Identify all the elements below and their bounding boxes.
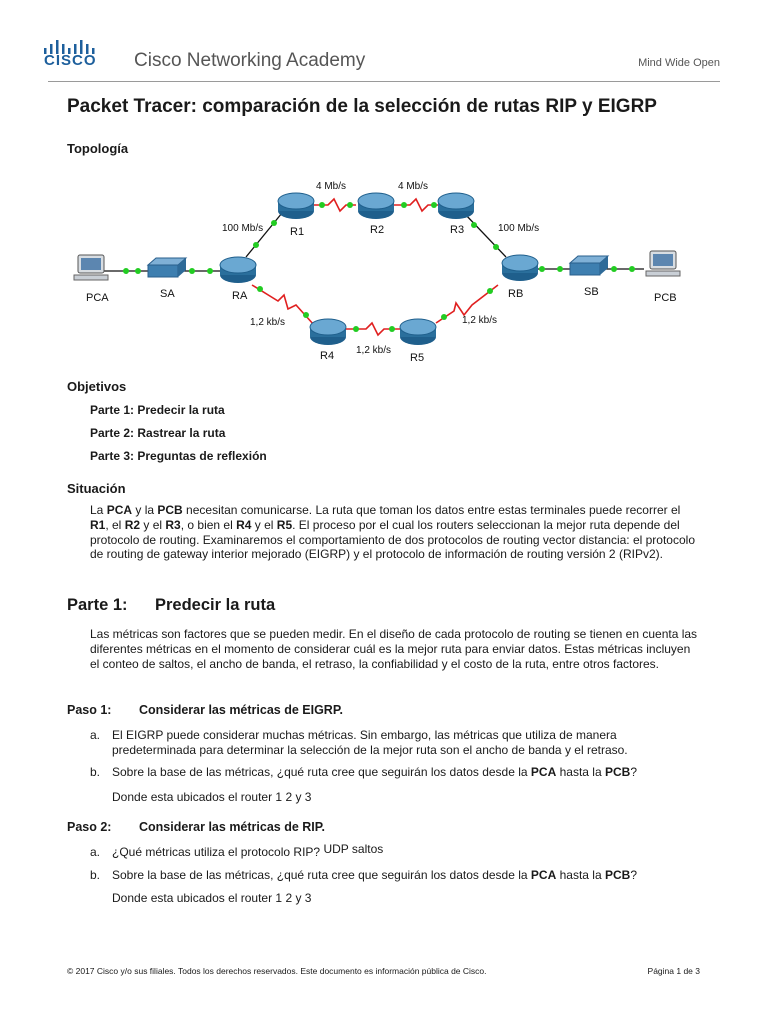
header-divider — [48, 81, 720, 82]
part1-heading: Parte 1: Predecir la ruta — [67, 596, 276, 614]
step1-item-b: b. Sobre la base de las métricas, ¿qué ruta cree que seguirán los datos desde la PCA hasta la PCB? — [90, 765, 637, 779]
step1-answer-field[interactable]: Donde esta ubicados el router 1 2 y 3 — [112, 790, 312, 804]
academy-name: Cisco Networking Academy — [134, 50, 366, 71]
rb-router-icon — [502, 255, 538, 281]
topology-heading: Topología — [67, 141, 129, 156]
document-title: Packet Tracer: comparación de la selección de rutas RIP y EIGRP — [67, 96, 657, 117]
label-r3: R3 — [450, 224, 465, 236]
pca-computer-icon — [74, 255, 108, 280]
objective-item: Parte 3: Preguntas de reflexión — [90, 449, 267, 463]
label-link-r2-r3: 4 Mb/s — [398, 181, 429, 192]
label-pca: PCA — [86, 292, 109, 304]
part1-intro: Las métricas son factores que se pueden medir. En el diseño de cada protocolo de routing se tienen en cuenta las diferentes métricas en el momento de considerar cuál es la mejor ruta para enviar datos. Estas métricas incluyen el conteo de saltos, el ancho de banda, el retraso, la confiabilidad y el costo de la ruta, entre otros factores. — [90, 627, 698, 671]
page-header — [0, 0, 768, 82]
situation-heading: Situación — [67, 481, 126, 496]
label-link-r1-r2: 4 Mb/s — [316, 181, 347, 192]
step2-item-a: a. ¿Qué métricas utiliza el protocolo RIP? UDP saltos — [90, 842, 384, 859]
r2-router-icon — [358, 193, 394, 219]
label-link-r3-rb: 100 Mb/s — [498, 223, 540, 234]
sa-switch-icon — [148, 258, 186, 277]
r4-router-icon — [310, 319, 346, 345]
label-r2: R2 — [370, 224, 385, 236]
footer-copyright: © 2017 Cisco y/o sus filiales. Todos los derechos reservados. Este documento es información pública de Cisco. — [67, 966, 487, 976]
topology-diagram — [60, 165, 720, 380]
tagline: Mind Wide Open — [638, 57, 720, 69]
step1-heading: Paso 1: Considerar las métricas de EIGRP. — [67, 703, 344, 717]
label-link-r4-r5: 1,2 kb/s — [356, 345, 392, 356]
situation-paragraph: La PCA y la PCB necesitan comunicarse. La ruta que toman los datos entre estas terminales puede recorrer el R1, el R2 y el R3, o bien el R4 y el R5. El proceso por el cual los routers seleccionan la mejor ruta depende del protocolo de routing. Examinaremos el comportamiento de dos protocolos de routing vector distancia: el protocolo de routing de gateway interior mejorado (EIGRP) y el protocolo de información de routing versión 2 (RIPv2). — [90, 503, 695, 562]
step2-a-answer-field[interactable]: UDP saltos — [323, 842, 384, 856]
label-r4: R4 — [320, 350, 335, 362]
label-ra: RA — [232, 290, 248, 302]
label-sa: SA — [160, 288, 175, 300]
objective-item: Parte 1: Predecir la ruta — [90, 403, 225, 417]
objectives-heading: Objetivos — [67, 379, 127, 394]
r1-router-icon — [278, 193, 314, 219]
label-link-ra-r4: 1,2 kb/s — [250, 317, 286, 328]
label-r5: R5 — [410, 352, 425, 364]
label-pcb: PCB — [654, 292, 677, 304]
label-link-ra-r1: 100 Mb/s — [222, 223, 264, 234]
footer-page-number: Página 1 de 3 — [647, 966, 700, 976]
r5-router-icon — [400, 319, 436, 345]
r3-router-icon — [438, 193, 474, 219]
step2-answer-field[interactable]: Donde esta ubicados el router 1 2 y 3 — [112, 891, 312, 905]
step1-item-a: a. El EIGRP puede considerar muchas métricas. Sin embargo, las métricas que utiliza de manera predeterminada para determinar la selección de la mejor ruta son el ancho de banda y el retraso. — [90, 728, 628, 757]
step2-heading: Paso 2: Considerar las métricas de RIP. — [67, 820, 325, 834]
label-link-r5-rb: 1,2 kb/s — [462, 315, 498, 326]
link-r3-rb — [464, 213, 506, 257]
link-ra-r1 — [246, 213, 282, 257]
step2-item-b: b. Sobre la base de las métricas, ¿qué ruta cree que seguirán los datos desde la PCA hasta la PCB? — [90, 868, 637, 882]
sb-switch-icon — [570, 256, 608, 275]
label-r1: R1 — [290, 226, 305, 238]
ra-router-icon — [220, 257, 256, 283]
objective-item: Parte 2: Rastrear la ruta — [90, 426, 226, 440]
cisco-wordmark: CISCO — [44, 52, 97, 69]
label-sb: SB — [584, 286, 599, 298]
label-rb: RB — [508, 288, 524, 300]
pcb-computer-icon — [646, 251, 680, 276]
